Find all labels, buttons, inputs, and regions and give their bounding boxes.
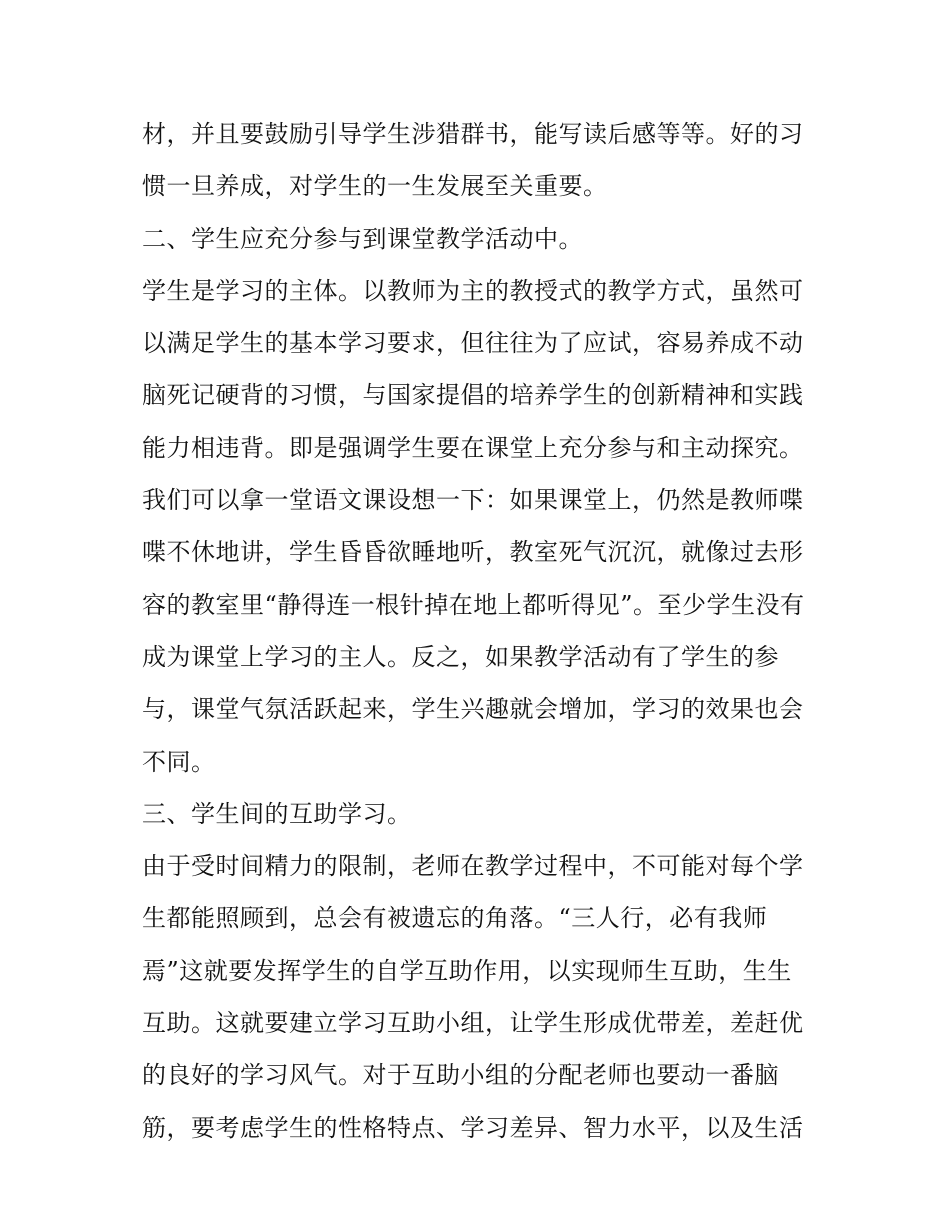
- text-line: 不同。: [142, 747, 216, 776]
- text-line: 焉”这就要发挥学生的自学互助作用，以实现师生互助，生生: [142, 956, 792, 985]
- text-line: 筋，要考虑学生的性格特点、学习差异、智力水平，以及生活: [142, 1113, 804, 1142]
- text-line: 成为课堂上学习的主人。反之，如果教学活动有了学生的参: [142, 642, 779, 671]
- text-line: 生都能照顾到，总会有被遗忘的角落。“三人行，必有我师: [142, 904, 768, 933]
- text-line: 容的教室里“静得连一根针掉在地上都听得见”。至少学生没有: [142, 590, 805, 619]
- text-line: 我们可以拿一堂语文课设想一下：如果课堂上，仍然是教师喋: [142, 486, 804, 515]
- section-heading: 三、学生间的互助学习。: [142, 799, 412, 828]
- text-line: 互助。这就要建立学习互助小组，让学生形成优带差，差赶优: [142, 1009, 804, 1038]
- body-text: [142, 108, 822, 1154]
- section-heading: 二、学生应充分参与到课堂教学活动中。: [142, 224, 583, 253]
- text-line: 学生是学习的主体。以教师为主的教授式的教学方式，虽然可: [142, 276, 804, 305]
- text-line: 能力相违背。即是强调学生要在课堂上充分参与和主动探究。: [142, 433, 804, 462]
- text-line: 与，课堂气氛活跃起来，学生兴趣就会增加，学习的效果也会: [142, 695, 804, 724]
- text-line: 的良好的学习风气。对于互助小组的分配老师也要动一番脑: [142, 1061, 779, 1090]
- text-line: 脑死记硬背的习惯，与国家提倡的培养学生的创新精神和实践: [142, 381, 804, 410]
- text-line: 以满足学生的基本学习要求，但往往为了应试，容易养成不动: [142, 329, 804, 358]
- text-line: 惯一旦养成，对学生的一生发展至关重要。: [142, 172, 608, 201]
- text-line: 由于受时间精力的限制，老师在教学过程中，不可能对每个学: [142, 852, 804, 881]
- text-line: 喋不休地讲，学生昏昏欲睡地听，教室死气沉沉，就像过去形: [142, 538, 804, 567]
- text-line: 材，并且要鼓励引导学生涉猎群书，能写读后感等等。好的习: [142, 120, 804, 148]
